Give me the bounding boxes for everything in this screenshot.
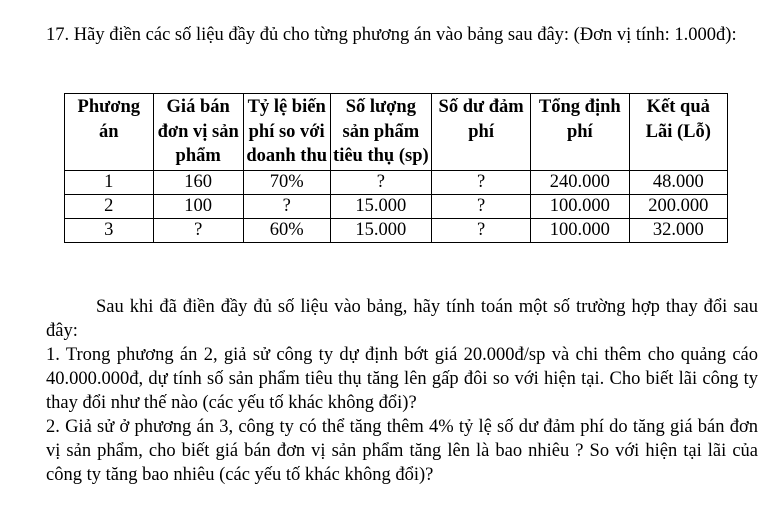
table-cell: 48.000	[629, 170, 727, 194]
table-cell: ?	[153, 218, 243, 242]
table-row	[65, 170, 728, 194]
followup-lead: Sau khi đã điền đầy đủ số liệu vào bảng, hãy tính toán một số trường hợp thay đổi sau đây:	[46, 297, 758, 341]
table-cell: 2	[65, 194, 154, 218]
header-phuong-an: Phương án	[65, 94, 154, 171]
table-cell: 70%	[243, 170, 330, 194]
table-cell: 100.000	[531, 218, 629, 242]
header-so-du-dam-phi: Số dư đảm phí	[432, 94, 531, 171]
followup-item-2: 2. Giả sử ở phương án 3, công ty có thể tăng thêm 4% tỷ lệ số dư đảm phí do tăng giá bán đơn vị sản phẩm, cho biết giá bán đơn vị sản phẩm tăng lên là bao nhiêu ? So với hiện tại lãi của công ty tăng bao nhiêu (các yếu tố khác không đổi)?	[46, 417, 758, 485]
header-so-luong: Số lượng sản phẩm tiêu thụ (sp)	[330, 94, 432, 171]
table-cell: 200.000	[629, 194, 727, 218]
header-gia-ban: Giá bán đơn vị sản phẩm	[153, 94, 243, 171]
table-header-row	[65, 94, 728, 171]
header-tong-dinh-phi: Tổng định phí	[531, 94, 629, 171]
table-cell: ?	[432, 218, 531, 242]
header-ty-le-bien-phi: Tỷ lệ biến phí so với doanh thu	[243, 94, 330, 171]
followup-section	[46, 295, 758, 487]
table-cell: 100.000	[531, 194, 629, 218]
question-intro: 17. Hãy điền các số liệu đầy đủ cho từng phương án vào bảng sau đây: (Đơn vị tính: 1.000đ):	[46, 25, 737, 45]
header-ket-qua: Kết quả Lãi (Lỗ)	[629, 94, 727, 171]
table-cell: ?	[243, 194, 330, 218]
followup-item-1: 1. Trong phương án 2, giả sử công ty dự định bớt giá 20.000đ/sp và chi thêm cho quảng cáo 40.000.000đ, dự tính số sản phẩm tiêu thụ tăng lên gấp đôi so với hiện tại. Cho biết lãi công ty thay đổi như thế nào (các yếu tố khác không đổi)?	[46, 345, 758, 413]
table-cell: 15.000	[330, 218, 432, 242]
table-row	[65, 218, 728, 242]
table-cell: ?	[432, 194, 531, 218]
table-row	[65, 194, 728, 218]
table-cell: 100	[153, 194, 243, 218]
table-cell: 60%	[243, 218, 330, 242]
table-cell: 3	[65, 218, 154, 242]
data-table	[64, 93, 728, 243]
table-cell: 240.000	[531, 170, 629, 194]
table-cell: 15.000	[330, 194, 432, 218]
table-cell: 32.000	[629, 218, 727, 242]
table-cell: 1	[65, 170, 154, 194]
table-cell: ?	[432, 170, 531, 194]
table-cell: 160	[153, 170, 243, 194]
table-cell: ?	[330, 170, 432, 194]
